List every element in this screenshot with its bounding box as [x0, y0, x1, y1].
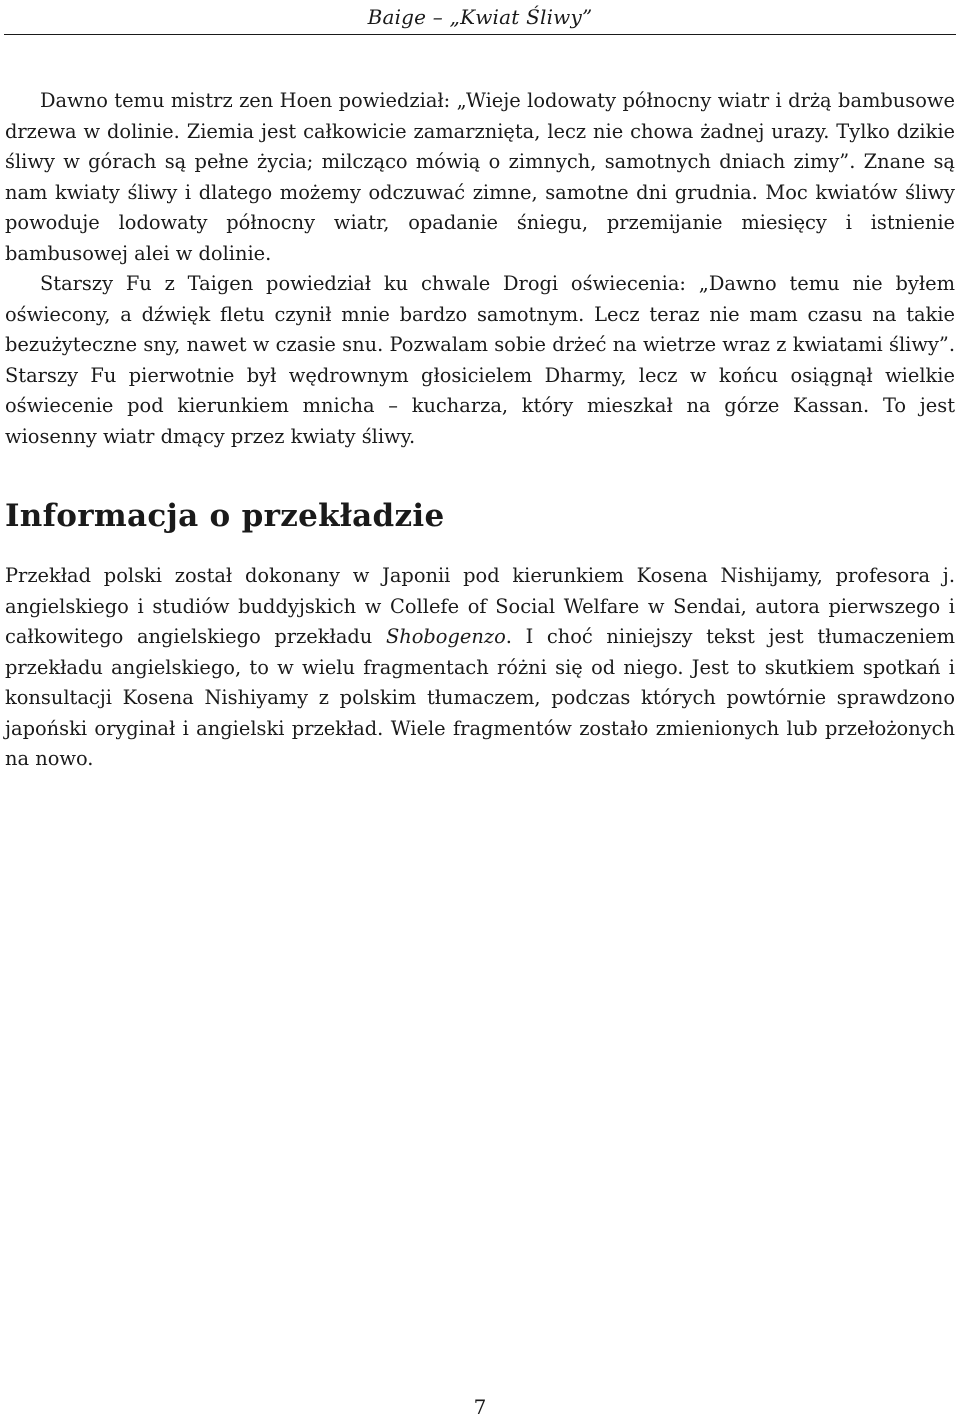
page-number: 7	[473, 1395, 487, 1419]
story-text	[5, 86, 955, 452]
translation-text-end: . I choć niniejszy tekst jest tłumaczeniem przekładu angielskiego, to w wielu fragmentach różni się od niego. Jest to skutkiem spotkań i konsultacji Kosena Nishiyamy z polskim tłumaczem, podczas których powtórnie sprawdzono japoński oryginał i angielski przekład. Wiele fragmentów zostało zmienionych lub przełożonych na nowo.	[5, 625, 955, 770]
story-paragraph-2: Starszy Fu z Taigen powiedział ku chwale Drogi oświecenia: „Dawno temu nie byłem oświecony, a dźwięk fletu czynił mnie bardzo samotnym. Lecz teraz nie mam czasu na takie bezużyteczne sny, nawet w czasie snu. Pozwalam sobie drżeć na wietrze wraz z kwiatami śliwy”. Starszy Fu pierwotnie był wędrownym głosicielem Dharmy, lecz w końcu osiągnął wielkie oświecenie pod kierunkiem mnicha – kucharza, który mieszkał na górze Kassan. To jest wiosenny wiatr dmący przez kwiaty śliwy.	[5, 272, 955, 448]
translation-paragraph	[5, 561, 955, 775]
section-title: Informacja o przekładzie	[5, 498, 445, 534]
header-rule	[4, 34, 956, 35]
running-header: Baige – „Kwiat Śliwy”	[367, 5, 593, 29]
book-title: Shobogenzo	[385, 625, 506, 648]
story-paragraph-1: Dawno temu mistrz zen Hoen powiedział: „Wieje lodowaty północny wiatr i drżą bambusowe drzewa w dolinie. Ziemia jest całkowicie zamarznięta, lecz nie chowa żadnej urazy. Tylko dzikie śliwy w górach są pełne życia; milcząco mówią o zimnych, samotnych dniach zimy”. Znane są nam kwiaty śliwy i dlatego możemy odczuwać zimne, samotne dni grudnia. Moc kwiatów śliwy powoduje lodowaty północny wiatr, opadanie śniegu, przemijanie miesięcy i istnienie bambusowej alei w dolinie.	[5, 89, 955, 265]
translation-info-text	[5, 561, 955, 775]
translation-text-start: Przekład polski został dokonany w Japonii pod kierunkiem Kosena Nishijamy, profesora j. angielskiego i studiów buddyjskich w Collefe of Social Welfare w Sendai, autora pierwszego i całkowitego angielskiego przekładu	[5, 564, 955, 648]
